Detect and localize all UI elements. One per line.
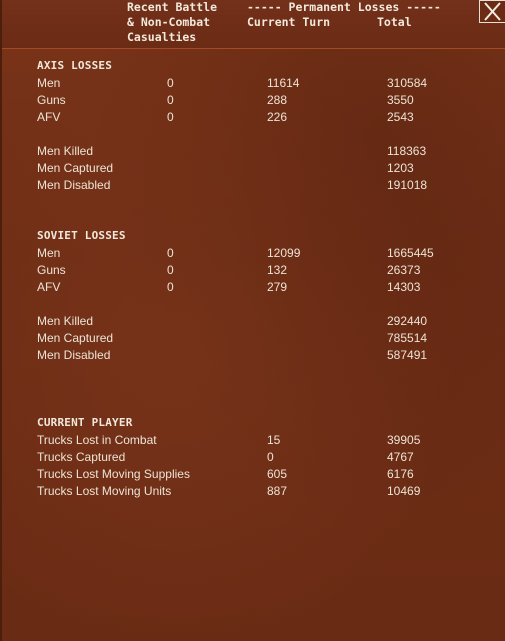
current-player-title: CURRENT PLAYER [37,416,133,429]
turn-value: 11614 [267,76,300,90]
header-permanent-losses: ----- Permanent Losses ----- [247,0,441,14]
player-row-trucks-captured [2,449,505,466]
close-icon [480,1,505,22]
turn-value: 288 [267,93,288,107]
soviet-row-guns [2,262,505,279]
axis-losses-title: AXIS LOSSES [37,59,113,72]
row-label: Men Killed [37,314,94,328]
soviet-row-men [2,245,505,262]
total-value: 6176 [387,467,414,481]
header-recent-line2: & Non-Combat [127,15,211,29]
turn-value: 226 [267,110,288,124]
row-label: Guns [37,93,66,107]
header-total: Total [377,15,412,29]
recent-value: 0 [167,246,174,260]
soviet-row-men-disabled [2,347,505,364]
row-label: Trucks Lost in Combat [37,433,157,447]
axis-row-afv [2,109,505,126]
soviet-row-men-captured [2,330,505,347]
row-label: Men [37,76,61,90]
turn-value: 887 [267,484,288,498]
header-recent-line3: Casualties [127,30,197,44]
axis-row-men-disabled [2,177,505,194]
row-label: Men Disabled [37,348,111,362]
turn-value: 12099 [267,246,301,260]
row-label: AFV [37,110,61,124]
player-row-trucks-lost-units [2,483,505,500]
close-button[interactable] [479,0,505,23]
turn-value: 279 [267,280,288,294]
row-label: Trucks Lost Moving Supplies [37,467,190,481]
row-label: Men Captured [37,331,114,345]
header-recent-line1: Recent Battle [127,0,218,14]
axis-row-guns [2,92,505,109]
row-label: Guns [37,263,66,277]
total-value: 10469 [387,484,421,498]
total-value: 785514 [387,331,428,345]
row-label: Trucks Captured [37,450,126,464]
total-value: 1665445 [387,246,434,260]
total-value: 292440 [387,314,428,328]
soviet-row-afv [2,279,505,296]
row-label: Men Captured [37,161,114,175]
total-value: 118363 [387,144,427,158]
turn-value: 0 [267,450,274,464]
player-row-trucks-lost-combat [2,432,505,449]
total-value: 39905 [387,433,421,447]
row-label: Trucks Lost Moving Units [37,484,172,498]
recent-value: 0 [167,93,174,107]
recent-value: 0 [167,263,174,277]
total-value: 26373 [387,263,421,277]
turn-value: 605 [267,467,288,481]
row-label: AFV [37,280,61,294]
recent-value: 0 [167,76,174,90]
turn-value: 15 [267,433,281,447]
player-row-trucks-lost-supplies [2,466,505,483]
total-value: 310584 [387,76,428,90]
axis-row-men [2,75,505,92]
total-value: 587491 [387,348,428,362]
total-value: 4767 [387,450,414,464]
total-value: 191018 [387,178,428,192]
turn-value: 132 [267,263,288,277]
soviet-row-men-killed [2,313,505,330]
soviet-losses-title: SOVIET LOSSES [37,229,126,242]
row-label: Men Disabled [37,178,111,192]
total-value: 14303 [387,280,421,294]
column-header [2,0,505,49]
total-value: 2543 [387,110,414,124]
row-label: Men [37,246,61,260]
total-value: 1203 [387,161,414,175]
header-current-turn: Current Turn [247,15,331,29]
row-label: Men Killed [37,144,94,158]
recent-value: 0 [167,110,174,124]
axis-row-men-killed [2,143,505,160]
total-value: 3550 [387,93,414,107]
axis-row-men-captured [2,160,505,177]
recent-value: 0 [167,280,174,294]
